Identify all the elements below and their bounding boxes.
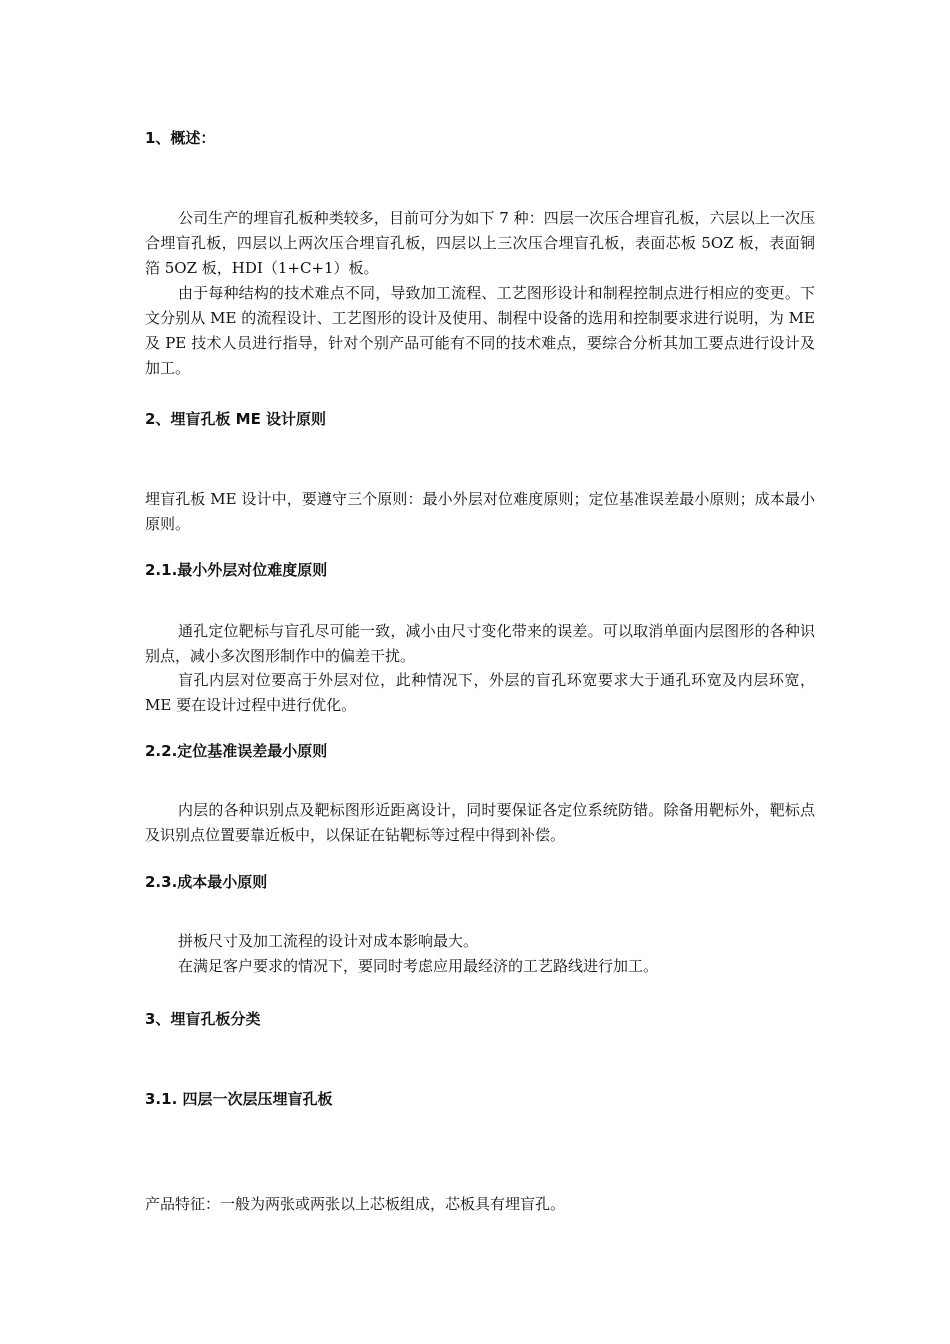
section-2-2-heading: 2.2.定位基准误差最小原则: [145, 742, 328, 760]
section-3-heading: 3、埋盲孔板分类: [145, 1010, 261, 1028]
section-2-1-heading: 2.1.最小外层对位难度原则: [145, 561, 328, 579]
section-2-3-paragraph-1: 拼板尺寸及加工流程的设计对成本影响最大。: [178, 932, 479, 950]
section-3-1-heading: 3.1. 四层一次层压埋盲孔板: [145, 1090, 333, 1108]
section-1-paragraph-2: 由于每种结构的技术难点不同，导致加工流程、工艺图形设计和制程控制点进行相应的变更。下文分别从 ME 的流程设计、工艺图形的设计及使用、制程中设备的选用和控制要求进行说明，为 ME 及 PE 技术人员进行指导，针对个别产品可能有不同的技术难点，要综合分析其加工要点进行设计及加工。: [145, 284, 815, 377]
section-3-1-paragraph-1: 产品特征：一般为两张或两张以上芯板组成，芯板具有埋盲孔。: [145, 1195, 566, 1213]
section-2-paragraph-1: 埋盲孔板 ME 设计中，要遵守三个原则：最小外层对位难度原则；定位基准误差最小原则；成本最小原则。: [145, 490, 815, 533]
section-1-heading: 1、概述：: [145, 129, 216, 147]
section-1-paragraph-1: 公司生产的埋盲孔板种类较多，目前可分为如下 7 种：四层一次压合埋盲孔板，六层以上一次压合埋盲孔板，四层以上两次压合埋盲孔板，四层以上三次压合埋盲孔板，表面芯板 5OZ 板，表面铜箔 5OZ 板，HDI（1+C+1）板。: [145, 209, 815, 277]
section-2-1-paragraph-1: 通孔定位靶标与盲孔尽可能一致，减小由尺寸变化带来的误差。可以取消单面内层图形的各种识别点，减小多次图形制作中的偏差干扰。: [145, 622, 815, 665]
section-2-2-paragraph-1: 内层的各种识别点及靶标图形近距离设计，同时要保证各定位系统防错。除备用靶标外，靶标点及识别点位置要靠近板中，以保证在钻靶标等过程中得到补偿。: [145, 801, 815, 844]
section-2-3-paragraph-2: 在满足客户要求的情况下，要同时考虑应用最经济的工艺路线进行加工。: [178, 957, 659, 975]
section-2-heading: 2、埋盲孔板 ME 设计原则: [145, 410, 327, 428]
section-2-1-paragraph-2: 盲孔内层对位要高于外层对位，此种情况下，外层的盲孔环宽要求大于通孔环宽及内层环宽，ME 要在设计过程中进行优化。: [145, 671, 815, 714]
section-2-3-heading: 2.3.成本最小原则: [145, 873, 268, 891]
